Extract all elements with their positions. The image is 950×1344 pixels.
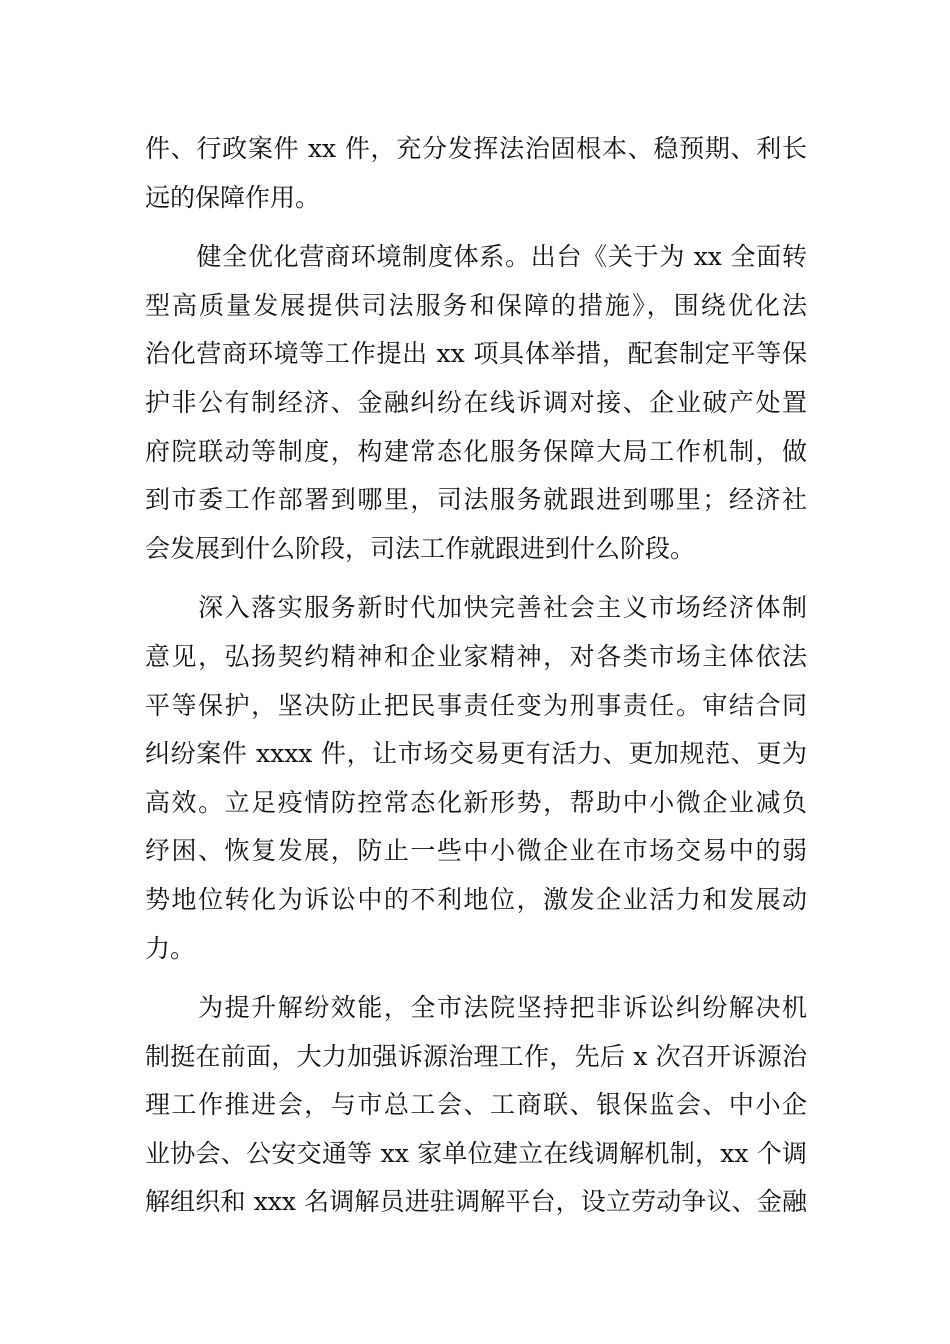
body-line: 健全优化营商环境制度体系。出台《关于为 xx 全面转: [145, 242, 807, 272]
body-line: 解组织和 xxx 名调解员进驻调解平台，设立劳动争议、金融: [145, 1187, 807, 1217]
body-line: 府院联动等制度，构建常态化服务保障大局工作机制，做: [145, 436, 807, 466]
body-line: 意见，弘扬契约精神和企业家精神，对各类市场主体依法: [145, 641, 807, 671]
body-line: 高效。立足疫情防控常态化新形势，帮助中小微企业减负: [145, 787, 807, 817]
body-line: 平等保护，坚决防止把民事责任变为刑事责任。审结合同: [145, 690, 807, 720]
document-body: [145, 125, 807, 1227]
body-line: 会发展到什么阶段，司法工作就跟进到什么阶段。: [145, 533, 696, 563]
body-line: 理工作推进会，与市总工会、工商联、银保监会、中小企: [145, 1090, 807, 1120]
body-line: 力。: [145, 933, 196, 963]
paragraph-gap: [145, 973, 807, 984]
paragraph-gap: [145, 573, 807, 584]
body-line: 护非公有制经济、金融纠纷在线诉调对接、企业破产处置: [145, 387, 807, 417]
body-line: 件、行政案件 xx 件，充分发挥法治固根本、稳预期、利长: [145, 134, 807, 163]
body-line: 远的保障作用。: [145, 182, 321, 212]
body-line: 业协会、公安交通等 xx 家单位建立在线调解机制，xx 个调: [145, 1138, 807, 1168]
body-line: 深入落实服务新时代加快完善社会主义市场经济体制: [145, 593, 807, 623]
body-line: 治化营商环境等工作提出 xx 项具体举措，配套制定平等保: [145, 339, 807, 369]
body-line: 制挺在前面，大力加强诉源治理工作，先后 x 次召开诉源治: [145, 1041, 807, 1071]
body-line: 纠纷案件 xxxx 件，让市场交易更有活力、更加规范、更为: [145, 739, 807, 769]
paragraph-gap: [145, 222, 807, 233]
body-line: 为提升解纷效能，全市法院坚持把非诉讼纠纷解决机: [145, 993, 807, 1023]
body-line: 纾困、恢复发展，防止一些中小微企业在市场交易中的弱: [145, 836, 807, 866]
body-line: 到市委工作部署到哪里，司法服务就跟进到哪里；经济社: [145, 485, 807, 515]
body-line: 型高质量发展提供司法服务和保障的措施》，围绕优化法: [145, 290, 807, 320]
body-line: 势地位转化为诉讼中的不利地位，激发企业活力和发展动: [145, 884, 807, 914]
